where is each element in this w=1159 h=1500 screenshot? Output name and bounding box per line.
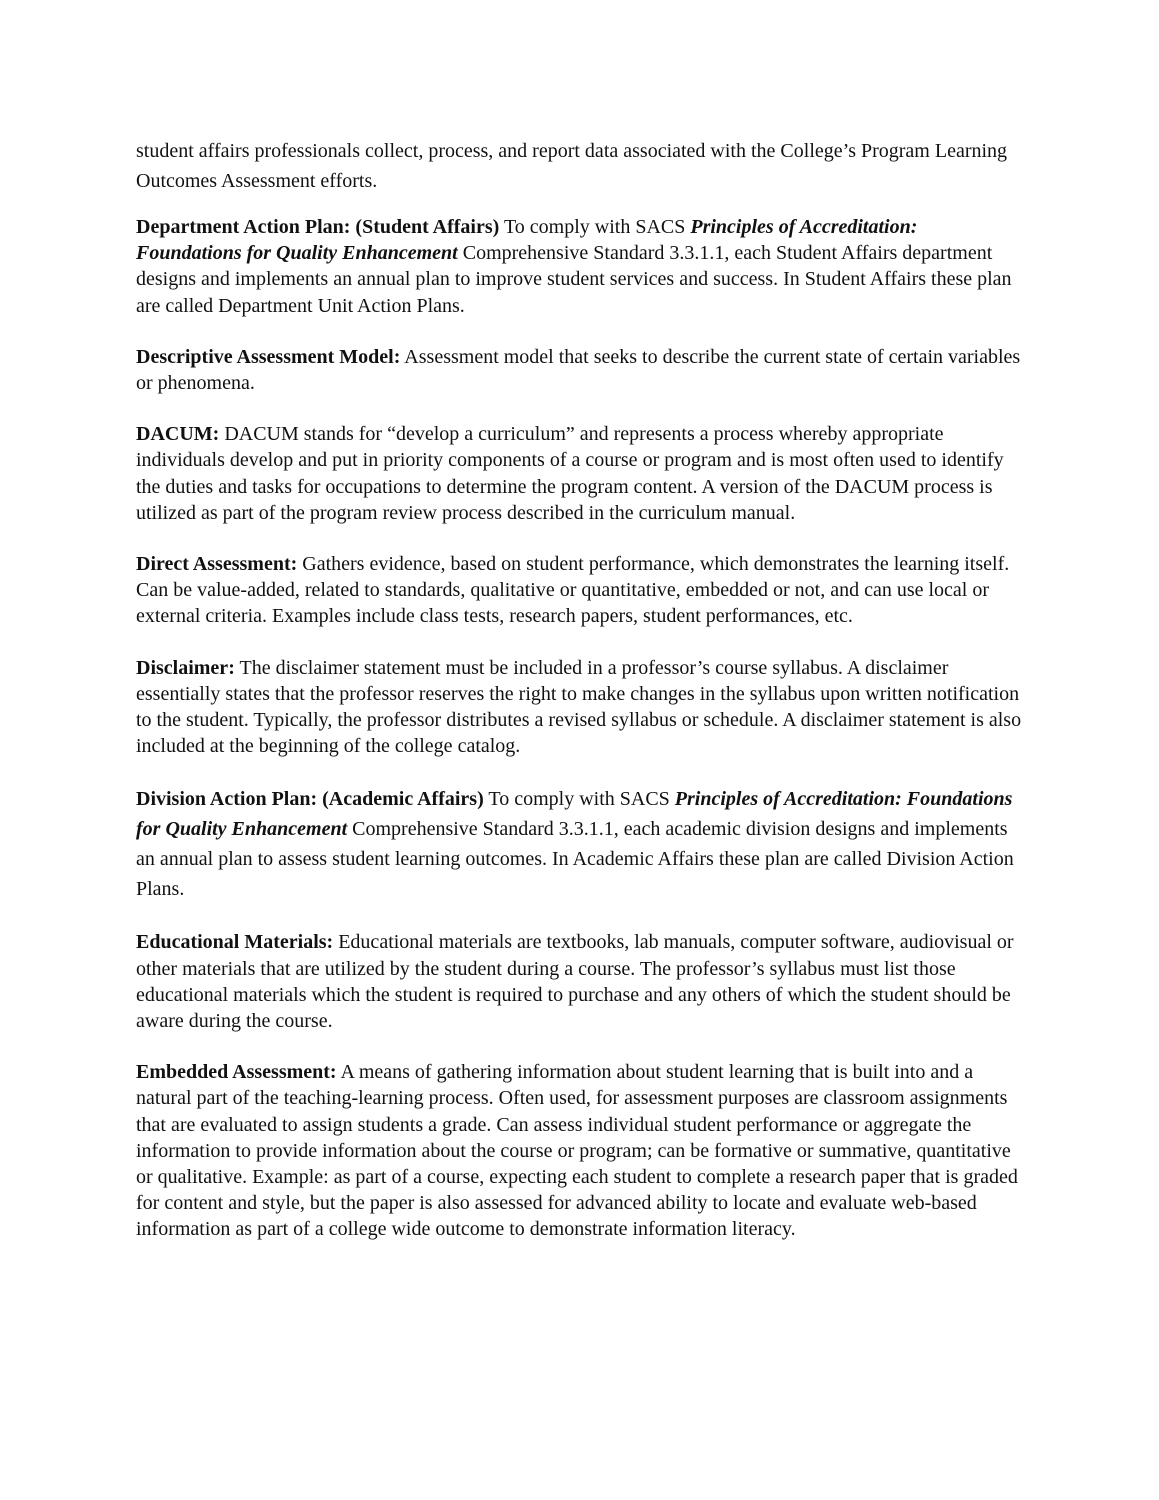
glossary-entry-embedded-assessment	[136, 1059, 1026, 1242]
glossary-text: To comply with SACS	[499, 216, 691, 238]
glossary-text: Educational materials are textbooks, lab manuals, computer software, audiovisual or other materials that are utilized by the student during a course. The professor’s syllabus must list those educational materials which the student is required to purchase and any others of which the student should be aware during the course.	[136, 931, 1014, 1033]
glossary-text: A means of gathering information about student learning that is built into and a natural part of the teaching-learning process. Often used, for assessment purposes are classroom assignments that are evaluated to assign students a grade. Can assess individual student performance or aggregate the information to provide information about the course or program; can be formative or summative, quantitative or qualitative. Example: as part of a course, expecting each student to complete a research paper that is graded for content and style, but the paper is also assessed for advanced ability to locate and evaluate web-based information as part of a college wide outcome to demonstrate information literacy.	[136, 1061, 1018, 1241]
glossary-text: Comprehensive Standard 3.3.1.1, each Student Affairs department designs and implements an annual plan to improve student services and success. In Student Affairs these plan are called Department Unit Action Plans.	[136, 242, 1012, 317]
glossary-entry-descriptive-assessment-model	[136, 344, 1026, 396]
glossary-term: Educational Materials:	[136, 931, 334, 954]
glossary-entry-educational-materials	[136, 929, 1026, 1034]
glossary-term: DACUM:	[136, 423, 220, 446]
glossary-entry-department-action-plan	[136, 214, 1026, 319]
glossary-term: Department Action Plan: (Student Affairs)	[136, 216, 500, 238]
glossary-term: Descriptive Assessment Model:	[136, 345, 401, 368]
glossary-entry-disclaimer	[136, 655, 1026, 760]
glossary-emphasis: Principles of Accreditation: Foundations for Quality Enhancement	[136, 788, 1013, 841]
glossary-term: Division Action Plan: (Academic Affairs)	[136, 788, 484, 811]
document-page	[136, 136, 1026, 1268]
glossary-text: DACUM stands for “develop a curriculum” and represents a process whereby appropriate individuals develop and put in priority components of a course or program and is most often used to identify the duties and tasks for occupations to determine the program content. A version of the DACUM process is utilized as part of the program review process described in the curriculum manual.	[136, 423, 1004, 524]
glossary-term: Disclaimer:	[136, 656, 235, 679]
glossary-term: Embedded Assessment:	[136, 1061, 337, 1084]
glossary-term: Direct Assessment:	[136, 553, 298, 576]
intro-continuation-paragraph: student affairs professionals collect, process, and report data associated with the College’s Program Learning Outcomes Assessment efforts.	[136, 140, 1008, 192]
glossary-text: The disclaimer statement must be included in a professor’s course syllabus. A disclaimer essentially states that the professor reserves the right to make changes in the syllabus upon written notification to the student. Typically, the professor distributes a revised syllabus or schedule. A disclaimer statement is also included at the beginning of the college catalog.	[136, 656, 1022, 758]
glossary-text: Comprehensive Standard 3.3.1.1, each academic division designs and implements an annual plan to assess student learning outcomes. In Academic Affairs these plan are called Division Action Plans.	[136, 818, 1014, 901]
glossary-entry-dacum	[136, 421, 1026, 526]
glossary-entry-direct-assessment	[136, 551, 1026, 630]
glossary-text: Gathers evidence, based on student performance, which demonstrates the learning itself. Can be value-added, related to standards, qualitative or quantitative, embedded or not, and can use local or external criteria. Examples include class tests, research papers, student performances, etc.	[136, 553, 1010, 628]
glossary-text: Assessment model that seeks to describe the current state of certain variables or phenomena.	[136, 345, 1021, 395]
glossary-emphasis: Principles of Accreditation: Foundations for Quality Enhancement	[136, 216, 918, 265]
glossary-entry-division-action-plan	[136, 784, 1026, 904]
glossary-text: To comply with SACS	[483, 788, 675, 811]
